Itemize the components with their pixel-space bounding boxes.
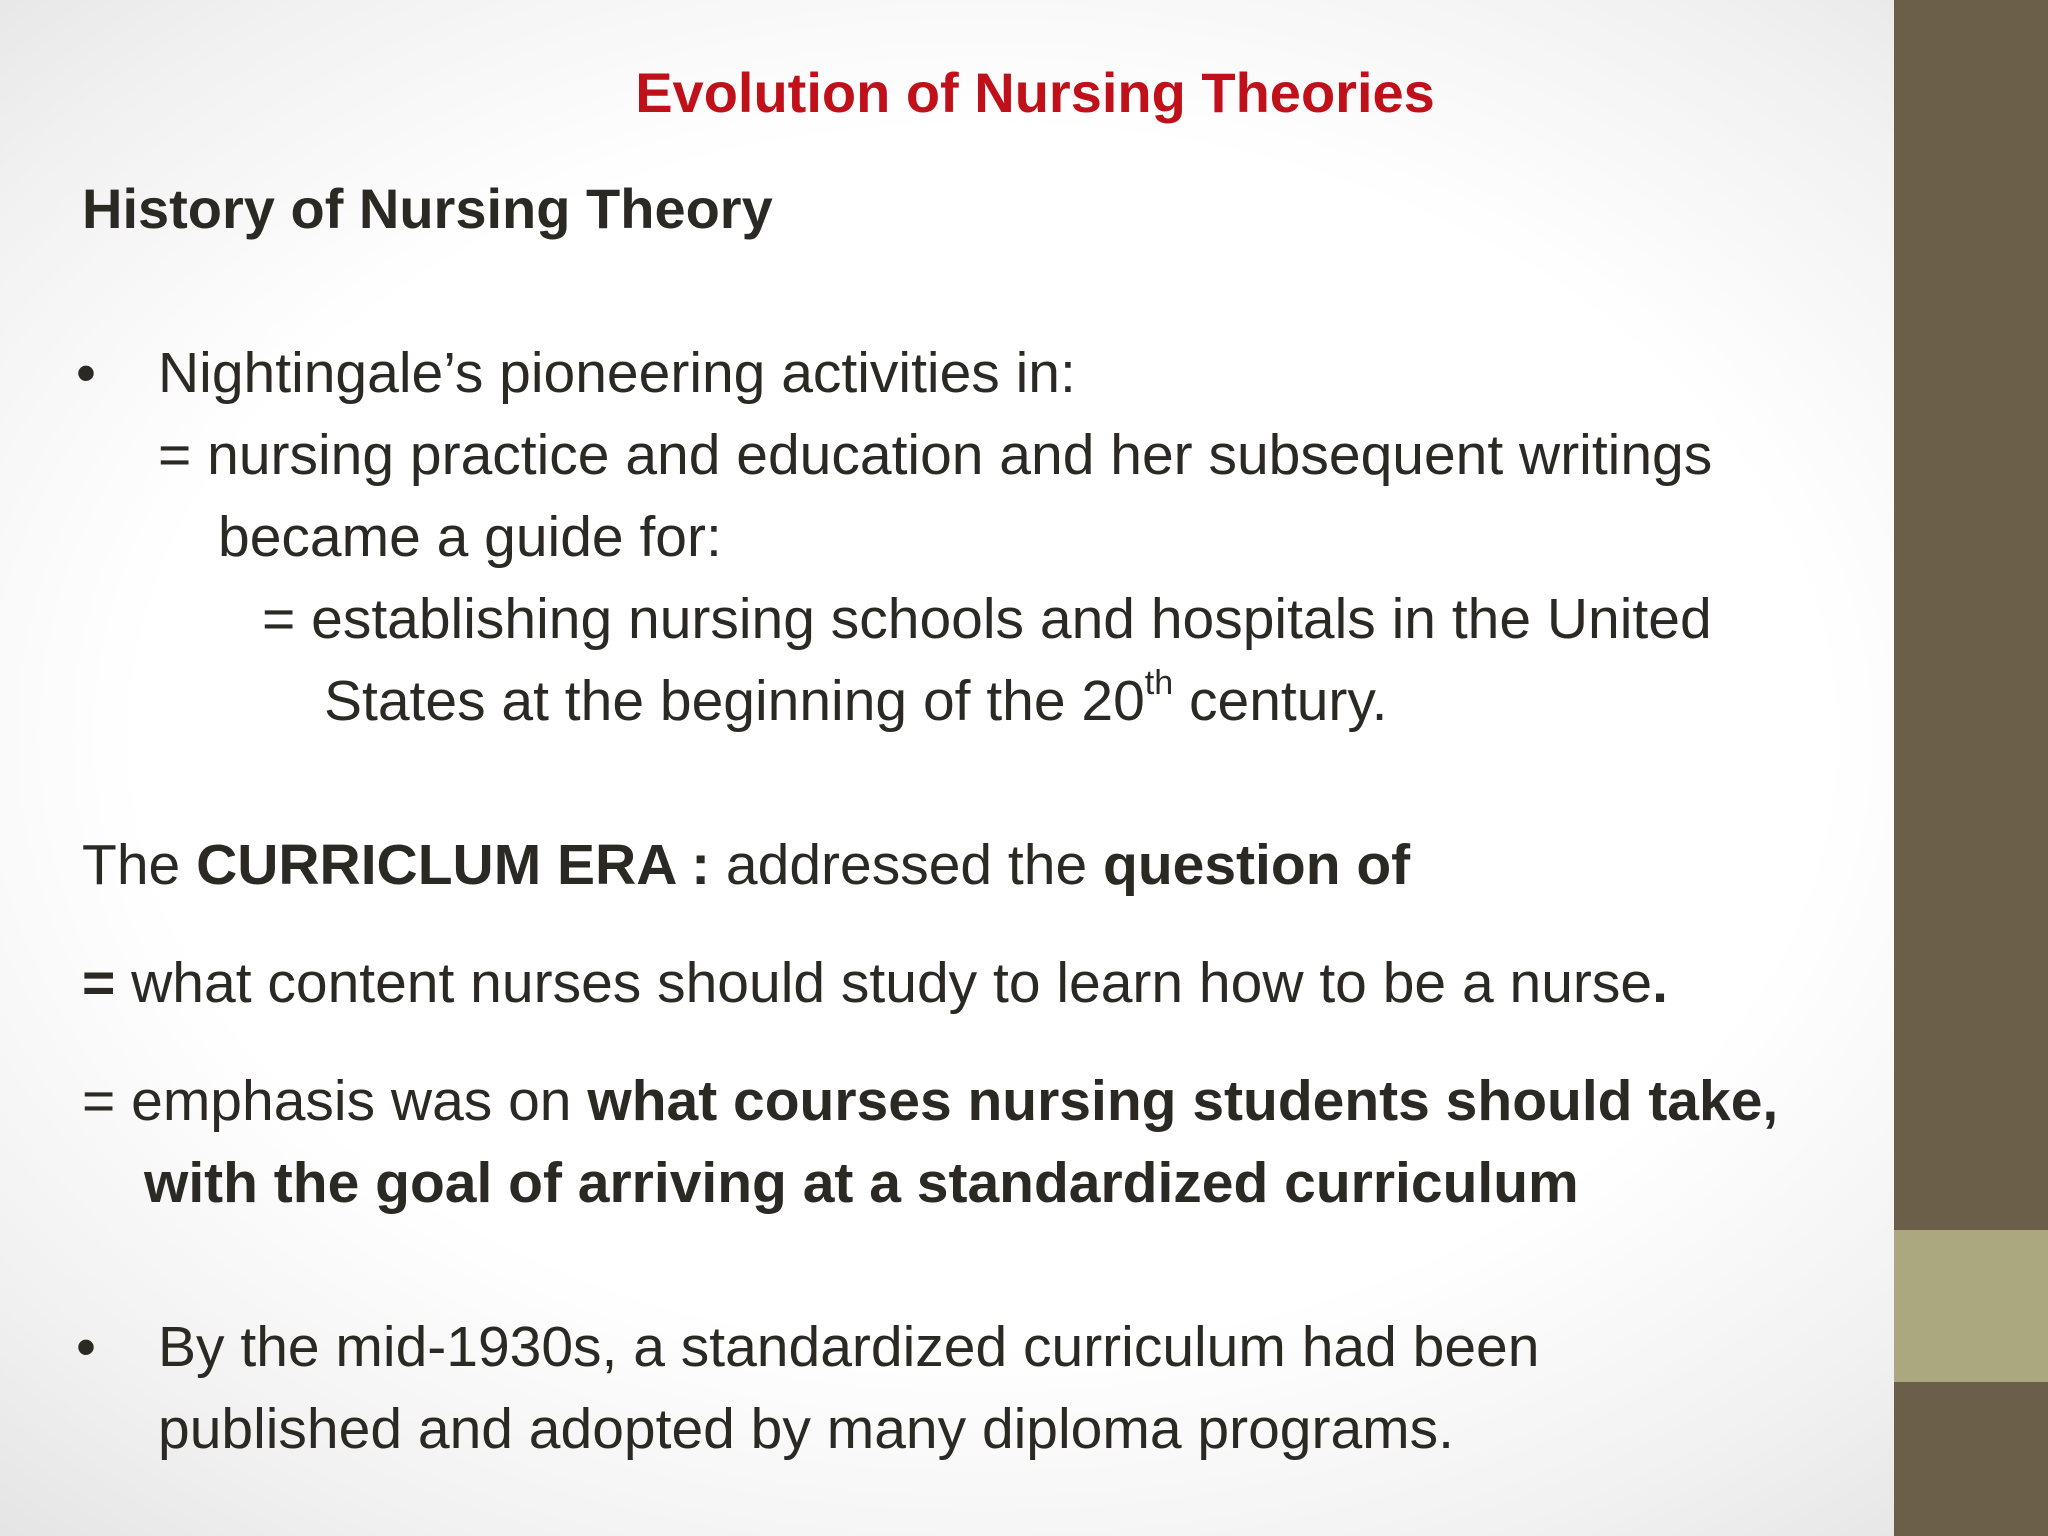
content-question-line: = what content nurses should study to learn how to be a nurse.	[82, 951, 1668, 1015]
sidebar-accent-decoration	[1894, 1230, 2048, 1382]
diploma-programs-line: published and adopted by many diploma programs.	[158, 1397, 1454, 1461]
establishing-line: = establishing nursing schools and hospitals in the United	[262, 587, 1712, 651]
emphasis-line: = emphasis was on what courses nursing students should take,	[82, 1069, 1779, 1133]
nursing-practice-line: = nursing practice and education and her subsequent writings	[158, 423, 1713, 487]
curriculum-era-line: The CURRICLUM ERA : addressed the question of	[82, 833, 1411, 897]
slide-title: Evolution of Nursing Theories	[635, 61, 1435, 124]
goal-line: with the goal of arriving at a standardized curriculum	[144, 1151, 1579, 1215]
bullet-icon: •	[76, 1315, 96, 1379]
guide-line: became a guide for:	[218, 505, 722, 569]
bullet-icon: •	[76, 341, 96, 405]
century-line: States at the beginning of the 20th century.	[324, 664, 1388, 733]
section-heading: History of Nursing Theory	[82, 177, 773, 240]
nightingale-line: Nightingale’s pioneering activities in:	[158, 341, 1076, 405]
ordinal-suffix: th	[1144, 664, 1174, 702]
mid-1930s-line: By the mid-1930s, a standardized curriculum had been	[158, 1315, 1540, 1379]
